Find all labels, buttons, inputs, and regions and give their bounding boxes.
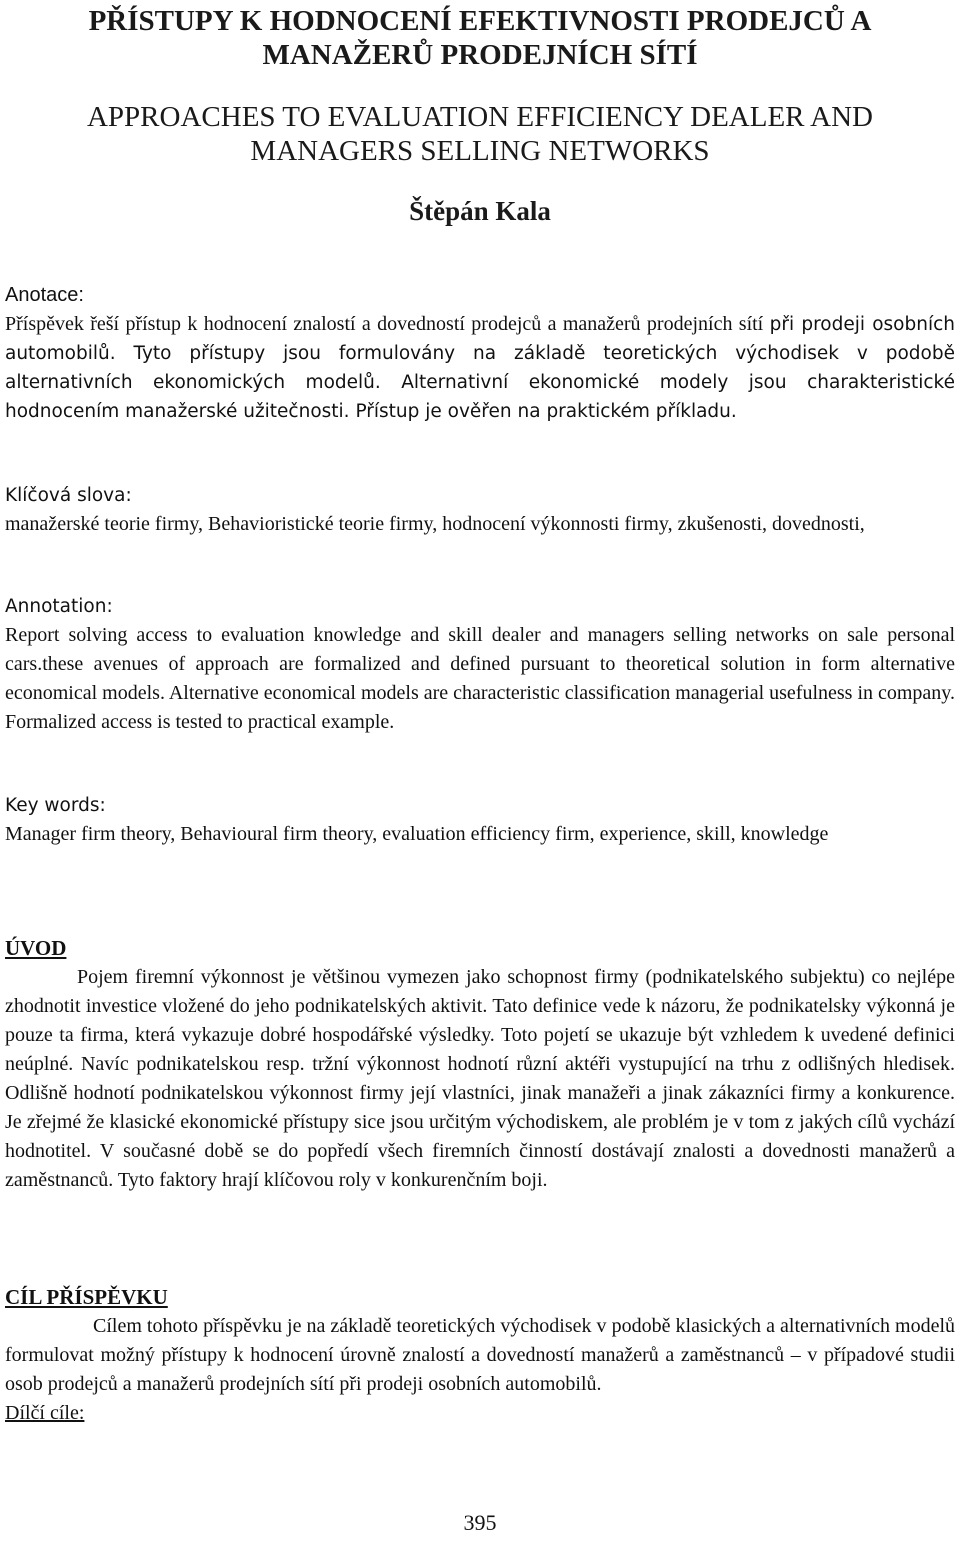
abstract-english-section [5,592,955,737]
keywords-english-text: Manager firm theory, Behavioural firm theory, evaluation efficiency firm, experience, skill, knowledge [5,823,829,845]
abstract-czech-text [5,310,955,426]
page-number: 395 [463,1510,497,1535]
introduction-heading: ÚVOD [5,936,67,960]
aim-section [5,1283,955,1428]
abstract-english-text: Report solving access to evaluation knowledge and skill dealer and managers selling networks on sale personal cars.these avenues of approach are formalized and defined pursuant to theoretical solution in form alternative economical models. Alternative economical models are characteristic classification managerial usefulness in company. Formalized access is tested to practical example. [5,624,956,733]
author-name: Štěpán Kala [409,196,551,226]
introduction-text: Pojem firemní výkonnost je většinou vymezen jako schopnost firmy (podnikatelského subjektu) co nejlépe zhodnotit investice vložené do jeho podnikatelských aktivit. Tato definice vede k názoru, že podnikatelsky výkonná je pouze ta firma, která vykazuje dobré hospodářské výsledky. Toto pojetí se ukazuje být vzhledem k uvedené definici neúplné. Navíc podnikatelskou resp. tržní výkonnost hodnotí různí aktéři vystupující na trhu z odlišných hledisek. Odlišně hodnotí podnikatelskou výkonnost firmy její vlastníci, jinak manažeři a jinak zákazníci firmy a konkurence. Je zřejmé že klasické ekonomické přístupy sice jsou určitým východiskem, ale problém je v tom z jakých cílů vychází hodnotitel. V současné době se do popředí všech firemních činností dostávají znalosti a dovednosti manažerů a zaměstnanců. Tyto faktory hrají klíčovou roly v konkurenčním boji. [5,966,955,1191]
aim-heading: CÍL PŘÍSPĚVKU [5,1285,168,1309]
abstract-czech-section [5,281,955,426]
keywords-czech-section [5,481,955,539]
keywords-english-heading: Key words: [5,795,106,816]
keywords-czech-text: manažerské teorie firmy, Behavioristické teorie firmy, hodnocení výkonnosti firmy, zkušenosti, dovednosti, [5,513,865,535]
aim-text: Cílem tohoto příspěvku je na základě teoretických východisek v podobě klasických a alternativních modelů formulovat možný přístupy k hodnocení úrovně znalostí a dovedností manažerů a zaměstnanců – v případové studii osob prodejců a manažerů prodejních sítí při prodeji osobních automobilů. [5,1315,955,1395]
keywords-english-section [5,791,955,849]
title-english: APPROACHES TO EVALUATION EFFICIENCY DEALER AND MANAGERS SELLING NETWORKS [86,101,874,167]
abstract-czech-heading: Anotace: [5,284,84,306]
keywords-czech-heading: Klíčová slova: [5,485,132,506]
partial-aims-heading: Dílčí cíle: [5,1402,85,1424]
title-czech: PŘÍSTUPY K HODNOCENÍ EFEKTIVNOSTI PRODEJCŮ A MANAŽERŮ PRODEJNÍCH SÍTÍ [88,5,872,71]
abstract-czech-text-part1: Příspěvek řeší přístup k hodnocení znalostí a dovedností prodejců a manažerů prodejních sítí [5,313,770,335]
abstract-czech-text-part2: při prodeji osobních automobilů. Tyto přístupy jsou formulovány na základě teoretických východisek v podobě alternativních ekonomických modelů. Alternativní ekonomické modely jsou charakteristické hodnocením manažerské užitečnosti. Přístup je ověřen na praktickém příkladu. [5,314,956,422]
abstract-english-heading: Annotation: [5,596,113,617]
introduction-section [5,934,955,1195]
